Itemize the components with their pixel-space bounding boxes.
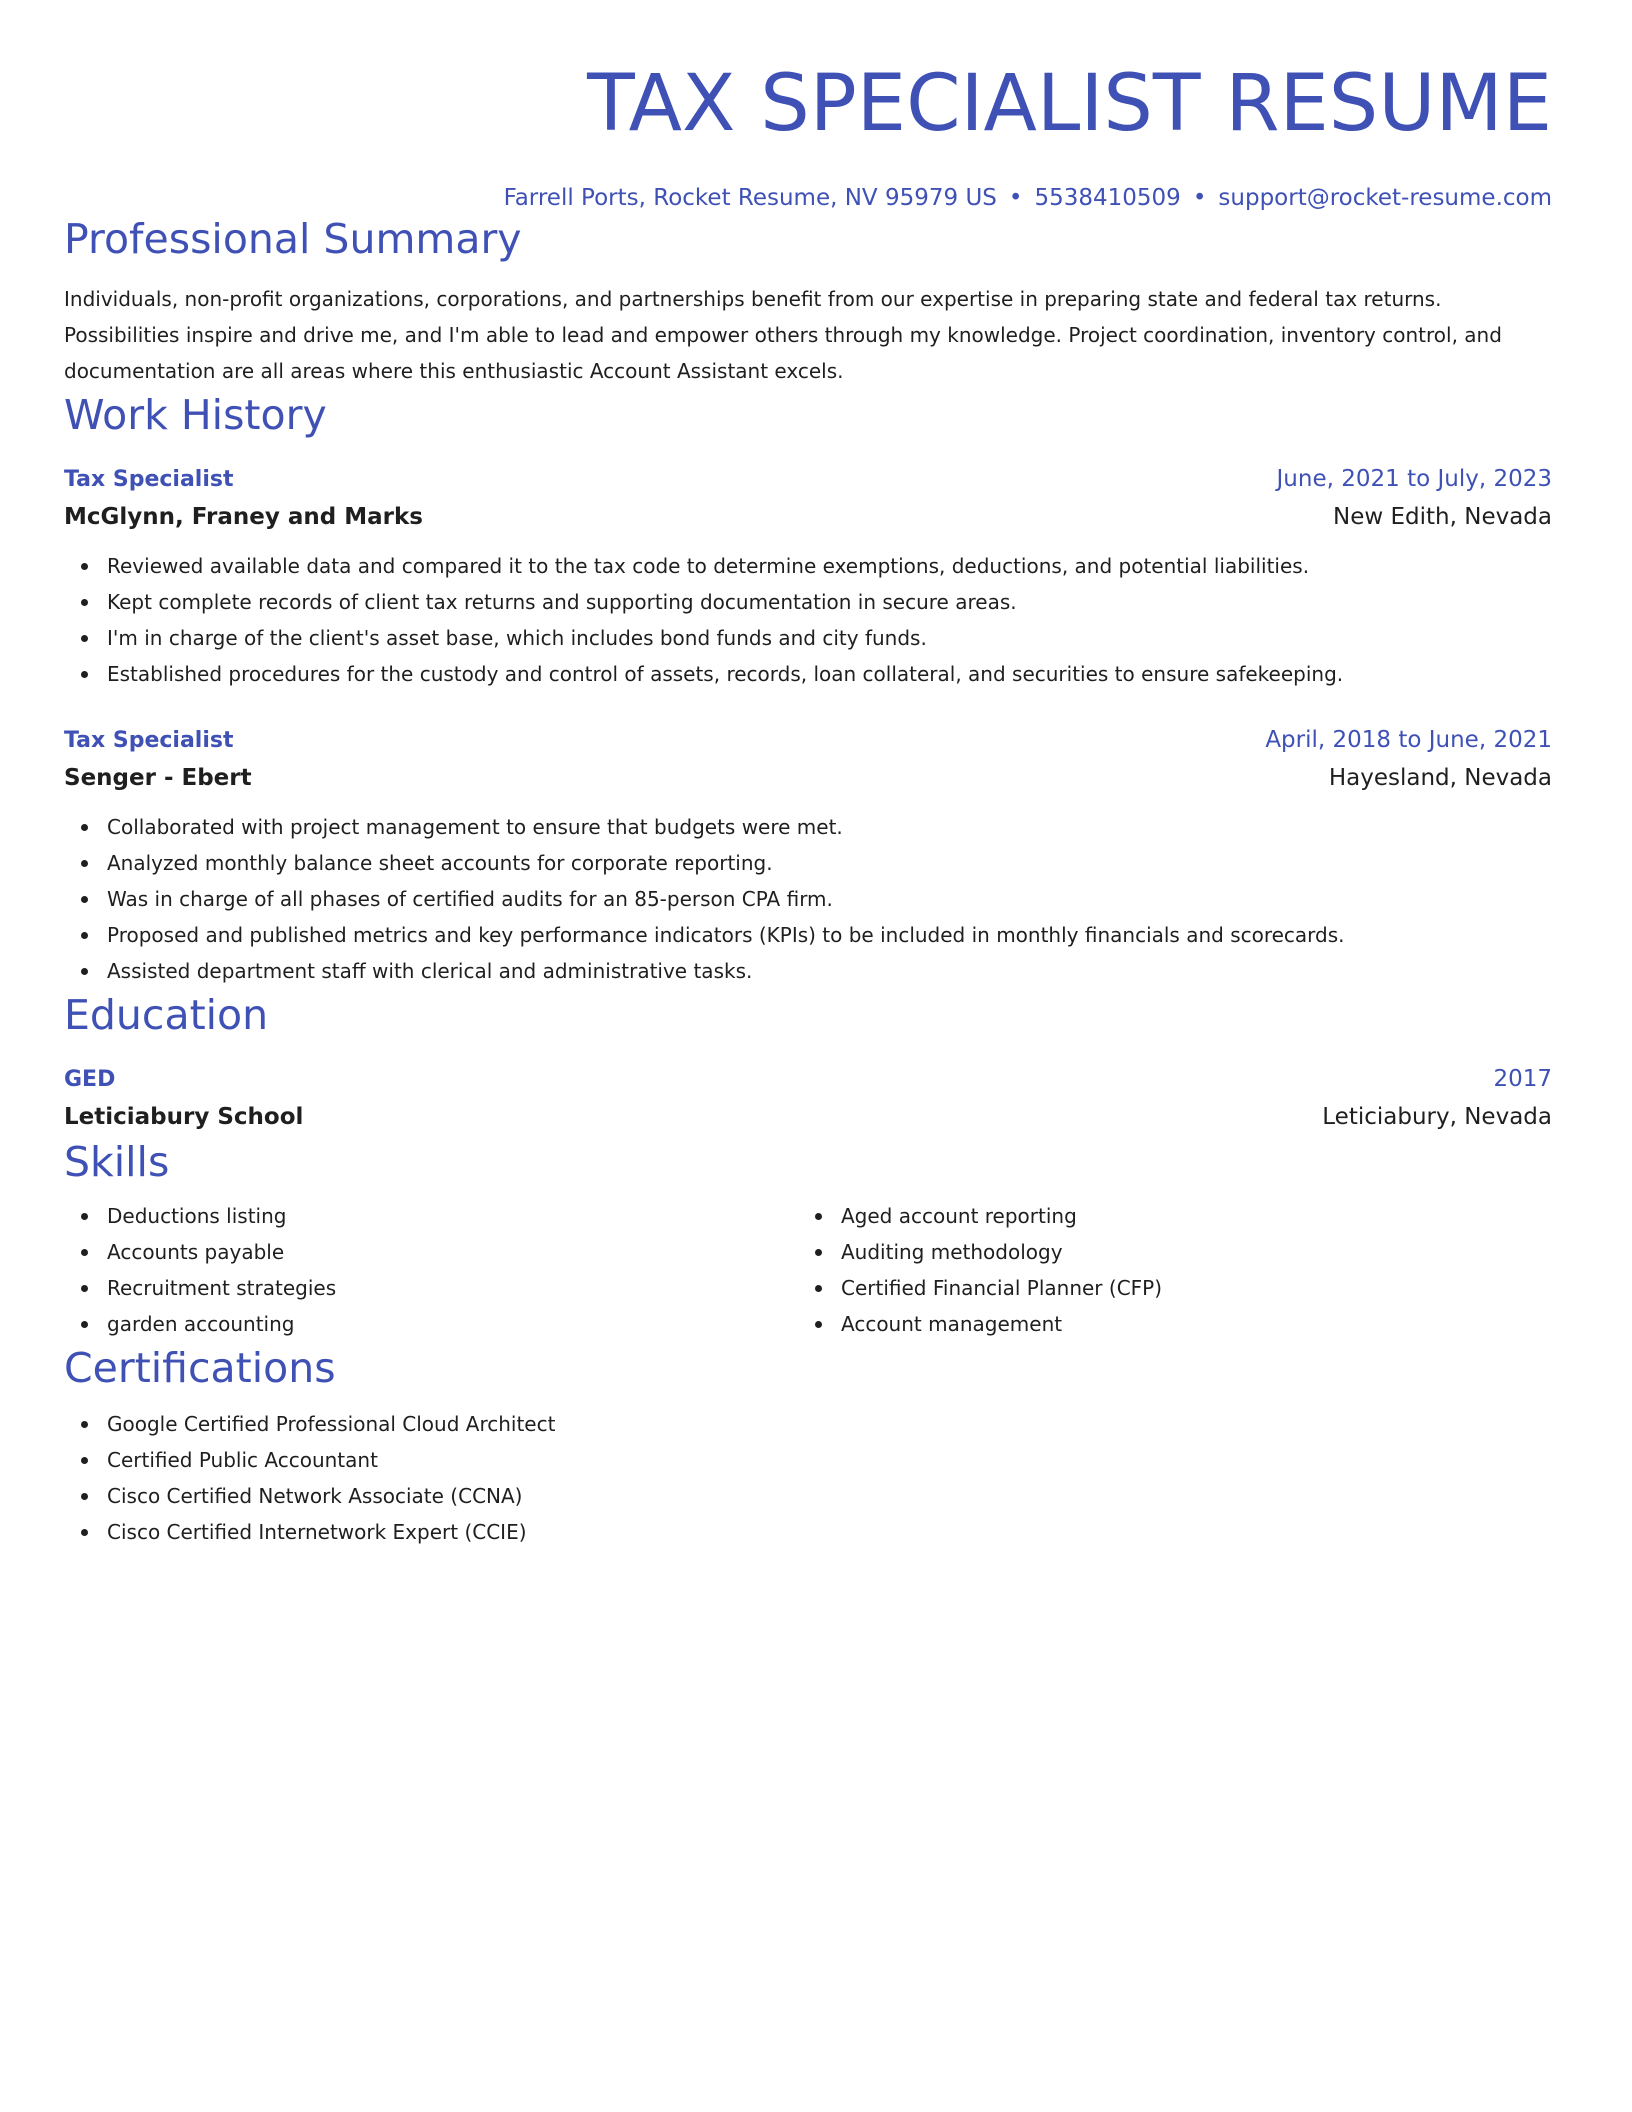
certification-item: Google Certified Professional Cloud Architect: [107, 1406, 1552, 1442]
job-header: [64, 722, 1552, 759]
job-entry: [64, 461, 1552, 692]
education-entry: [64, 1061, 1552, 1136]
job-dates: April, 2018 to June, 2021: [1265, 727, 1552, 753]
skill-item: Recruitment strategies: [107, 1270, 798, 1306]
education-location: Leticiabury, Nevada: [1322, 1104, 1552, 1130]
education-subheader: [64, 1098, 1552, 1136]
education-school: Leticiabury School: [64, 1104, 304, 1130]
job-entry: [64, 722, 1552, 989]
contact-separator: •: [1192, 185, 1207, 211]
certification-item: Certified Public Accountant: [107, 1442, 1552, 1478]
skill-item: garden accounting: [107, 1306, 798, 1342]
job-location: Hayesland, Nevada: [1328, 765, 1552, 791]
job-duty: Assisted department staff with clerical and administrative tasks.: [107, 953, 1552, 989]
summary-text: Individuals, non-profit organizations, corporations, and partnerships benefit from our expertise in preparing state and federal tax returns. Possibilities inspire and drive me, and I'm able to lead and empower others through my knowledge. Project coordination, inventory control, and documentation are all areas where this enthusiastic Account Assistant excels.: [64, 287, 1502, 383]
summary-heading: Professional Summary: [64, 215, 522, 263]
job-duty: Analyzed monthly balance sheet accounts for corporate reporting.: [107, 845, 1552, 881]
education-degree: GED: [64, 1067, 116, 1092]
skill-item: Auditing methodology: [841, 1234, 1532, 1270]
resume-page: [64, 0, 1552, 1550]
skill-item: Account management: [841, 1306, 1532, 1342]
job-duty: I'm in charge of the client's asset base, which includes bond funds and city funds.: [107, 620, 1552, 656]
job-duty: Collaborated with project management to ensure that budgets were met.: [107, 809, 1552, 845]
job-subheader: [64, 498, 1552, 536]
education-heading: Education: [64, 991, 269, 1039]
contact-separator: •: [1008, 185, 1023, 211]
skills-grid: [64, 1198, 1552, 1342]
skills-column-left: [64, 1198, 798, 1342]
skills-column-right: [798, 1198, 1532, 1342]
job-role: Tax Specialist: [64, 467, 234, 492]
certification-item: Cisco Certified Internetwork Expert (CCIE): [107, 1514, 1552, 1550]
certifications-list: [64, 1406, 1552, 1550]
contact-email: support@rocket-resume.com: [1218, 185, 1552, 211]
job-duty: Proposed and published metrics and key performance indicators (KPIs) to be included in monthly financials and scorecards.: [107, 917, 1552, 953]
job-role: Tax Specialist: [64, 728, 234, 753]
skill-item: Deductions listing: [107, 1198, 798, 1234]
job-location: New Edith, Nevada: [1333, 504, 1552, 530]
skill-item: Certified Financial Planner (CFP): [841, 1270, 1532, 1306]
job-header: [64, 461, 1552, 498]
job-duty: Established procedures for the custody and control of assets, records, loan collateral, and securities to ensure safekeeping.: [107, 656, 1552, 692]
job-duty: Reviewed available data and compared it to the tax code to determine exemptions, deductions, and potential liabilities.: [107, 548, 1552, 584]
job-duty: Kept complete records of client tax returns and supporting documentation in secure areas.: [107, 584, 1552, 620]
resume-title: TAX SPECIALIST RESUME: [587, 59, 1552, 149]
contact-phone: 5538410509: [1034, 185, 1181, 211]
skills-heading: Skills: [64, 1138, 170, 1186]
skill-item: Accounts payable: [107, 1234, 798, 1270]
job-dates: June, 2021 to July, 2023: [1276, 466, 1552, 492]
job-company: Senger - Ebert: [64, 765, 252, 791]
job-company: McGlynn, Franey and Marks: [64, 504, 423, 530]
job-duty: Was in charge of all phases of certified audits for an 85-person CPA firm.: [107, 881, 1552, 917]
skill-item: Aged account reporting: [841, 1198, 1532, 1234]
job-duties: [64, 548, 1552, 692]
contact-address: Farrell Ports, Rocket Resume, NV 95979 US: [503, 185, 997, 211]
contact-line: [64, 183, 1552, 213]
certification-item: Cisco Certified Network Associate (CCNA): [107, 1478, 1552, 1514]
job-subheader: [64, 759, 1552, 797]
education-header: [64, 1061, 1552, 1098]
education-year: 2017: [1493, 1066, 1552, 1092]
job-duties: [64, 809, 1552, 989]
work-history-heading: Work History: [64, 391, 327, 439]
certifications-heading: Certifications: [64, 1344, 336, 1392]
